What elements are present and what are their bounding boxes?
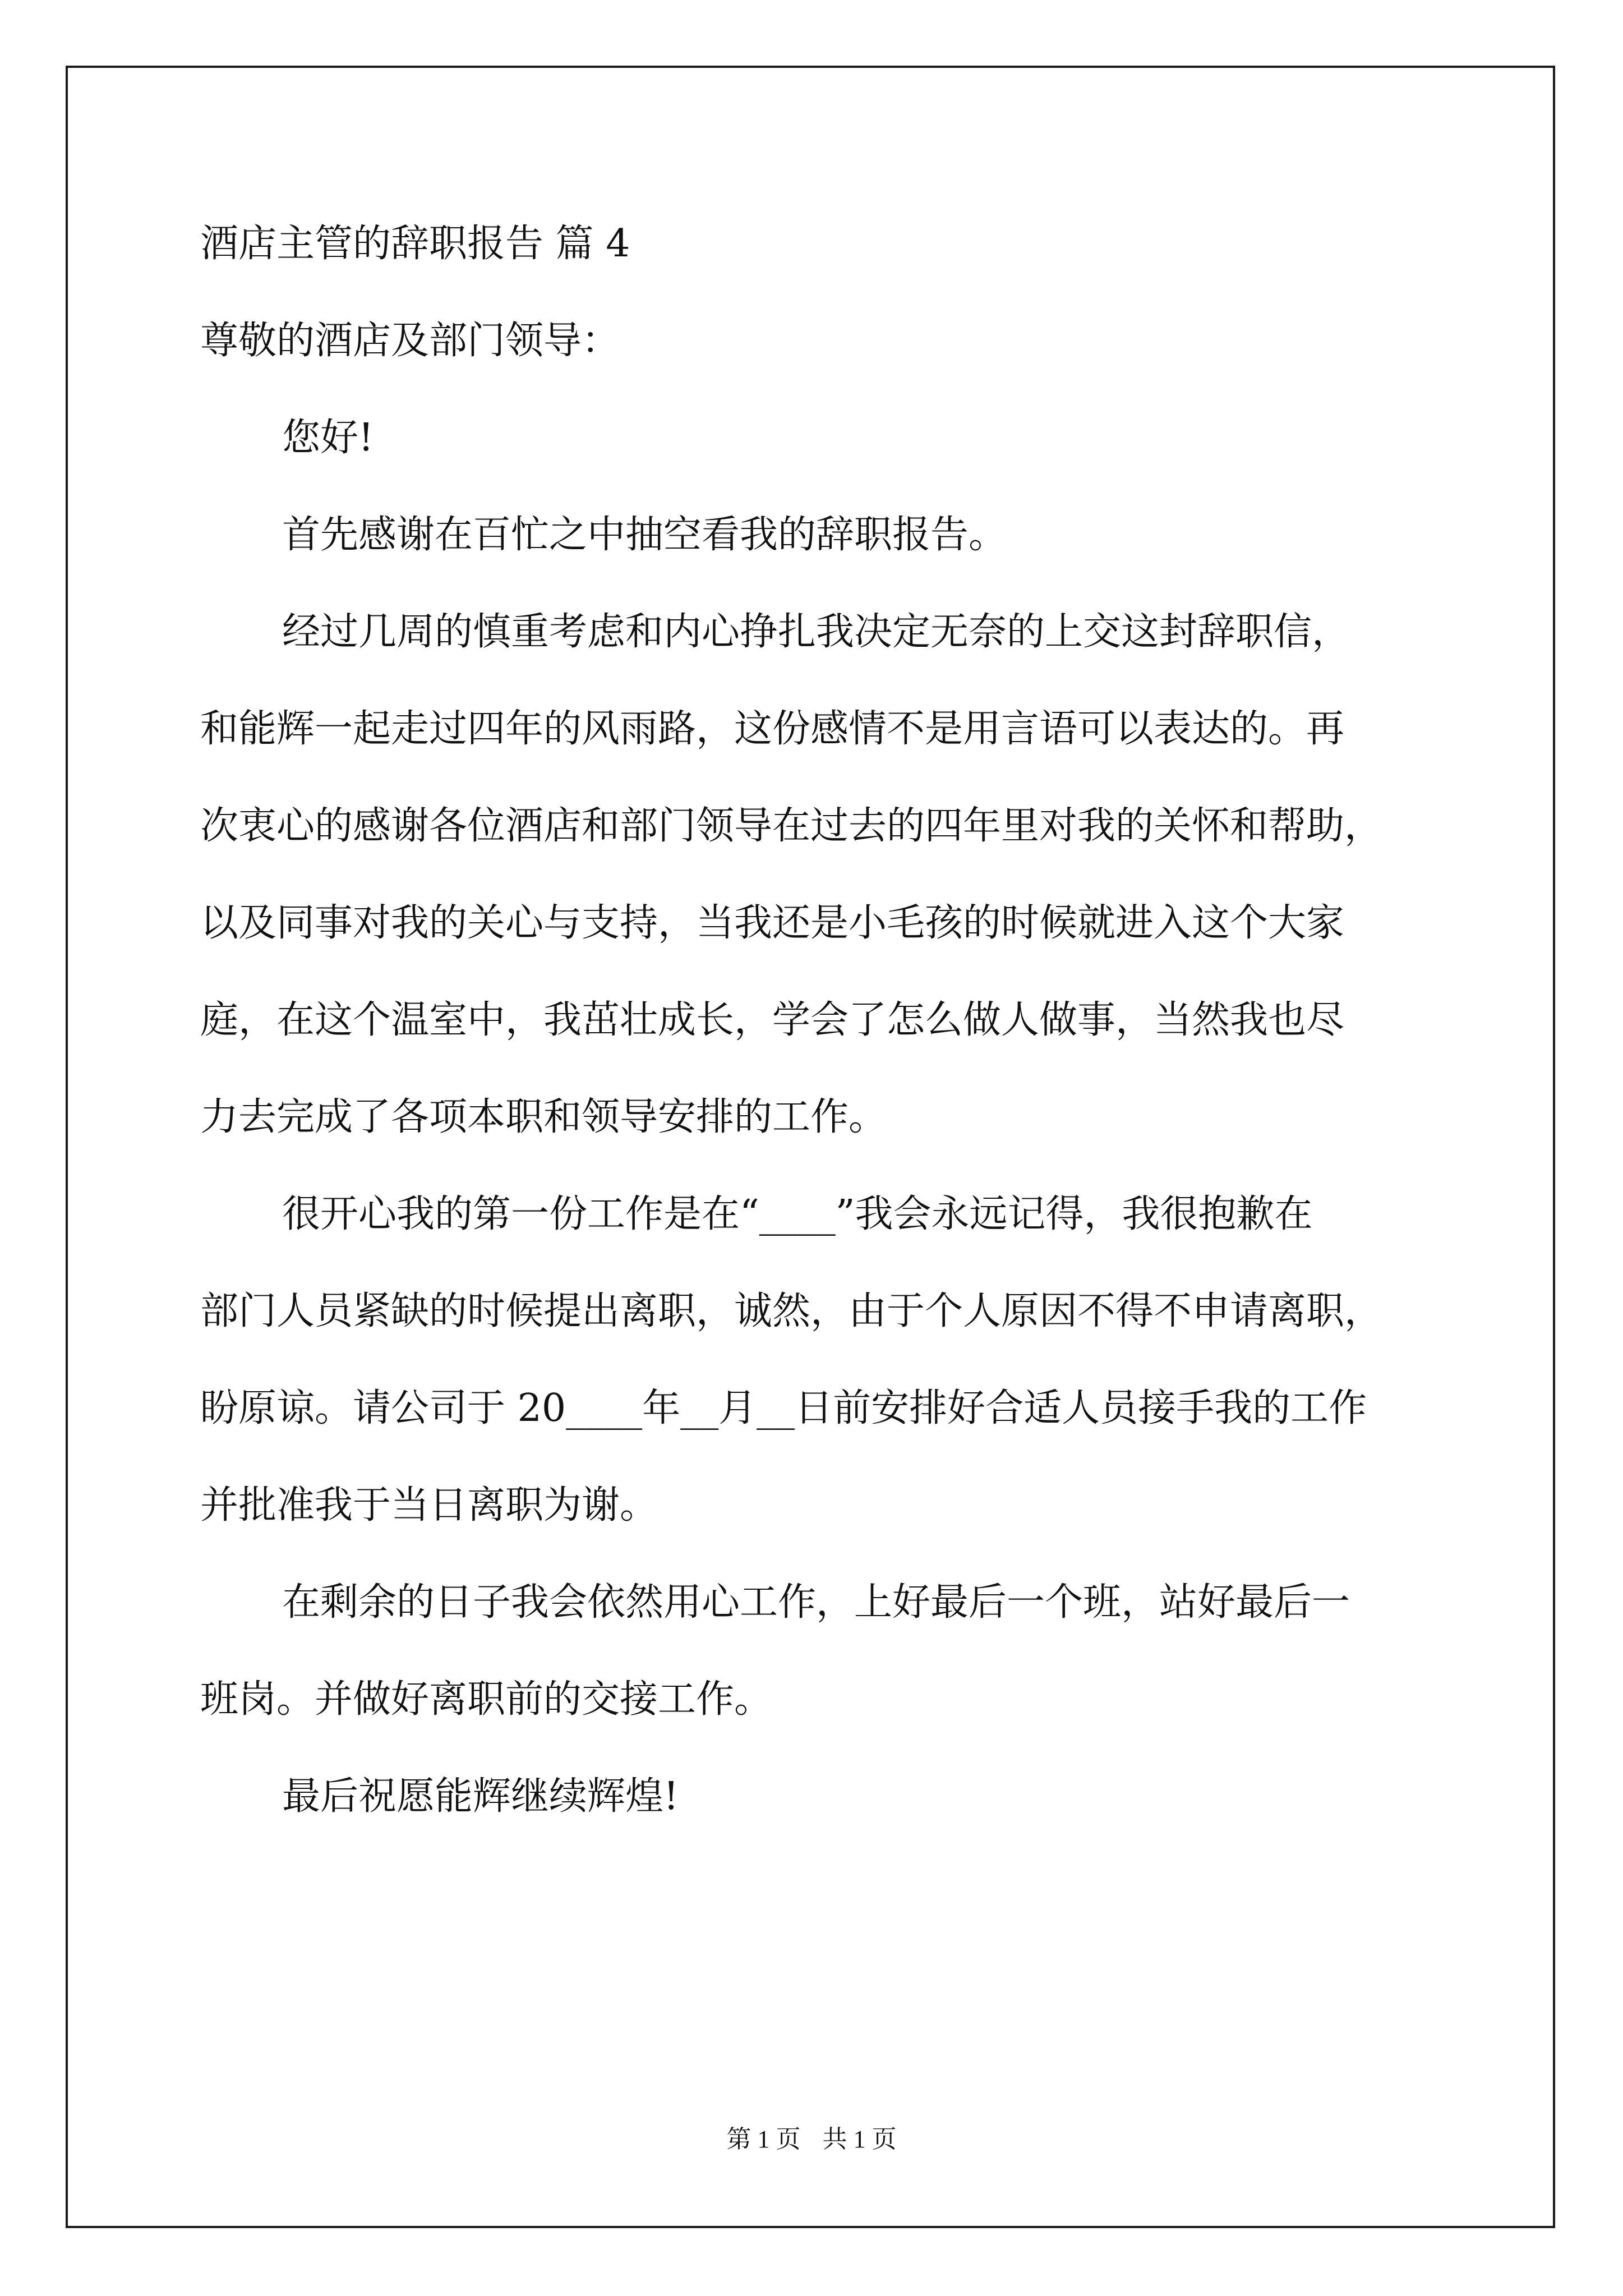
page-footer xyxy=(0,2123,1623,2156)
paragraph-2-line: 次衷心的感谢各位酒店和部门领导在过去的四年里对我的关怀和帮助， xyxy=(200,804,1383,848)
paragraph-2-line: 力去完成了各项本职和领导安排的工作。 xyxy=(200,1095,887,1139)
paragraph-2-line: 和能辉一起走过四年的风雨路，这份感情不是用言语可以表达的。再 xyxy=(200,707,1345,751)
document-title: 酒店主管的辞职报告 篇 4 xyxy=(200,222,630,266)
paragraph-2-line: 庭，在这个温室中，我茁壮成长，学会了怎么做人做事，当然我也尽 xyxy=(200,998,1345,1042)
paragraph-3-line: 部门人员紧缺的时候提出离职，诚然，由于个人原因不得不申请离职， xyxy=(200,1289,1383,1333)
closing-line: 最后祝愿能辉继续辉煌! xyxy=(282,1774,679,1819)
page-border xyxy=(66,66,1555,2228)
salutation: 尊敬的酒店及部门领导： xyxy=(200,319,620,363)
paragraph-2-line: 经过几周的慎重考虑和内心挣扎我决定无奈的上交这封辞职信， xyxy=(282,610,1350,654)
paragraph-2-line: 以及同事对我的关心与支持，当我还是小毛孩的时候就进入这个大家 xyxy=(200,901,1345,945)
paragraph-1: 首先感谢在百忙之中抽空看我的辞职报告。 xyxy=(282,513,1007,557)
paragraph-3-line: 并批准我于当日离职为谢。 xyxy=(200,1483,658,1527)
paragraph-3-line: 很开心我的第一份工作是在“____”我会永远记得，我很抱歉在 xyxy=(282,1192,1313,1236)
page-total: 共 1 页 xyxy=(822,2125,897,2153)
paragraph-4-line: 班岗。并做好离职前的交接工作。 xyxy=(200,1677,773,1722)
paragraph-3-line: 盼原谅。请公司于 20____年__月__日前安排好合适人员接手我的工作 xyxy=(200,1386,1367,1430)
greeting: 您好! xyxy=(282,416,374,460)
paragraph-4-line: 在剩余的日子我会依然用心工作，上好最后一个班，站好最后一 xyxy=(282,1580,1350,1625)
page-number: 第 1 页 xyxy=(726,2125,801,2153)
